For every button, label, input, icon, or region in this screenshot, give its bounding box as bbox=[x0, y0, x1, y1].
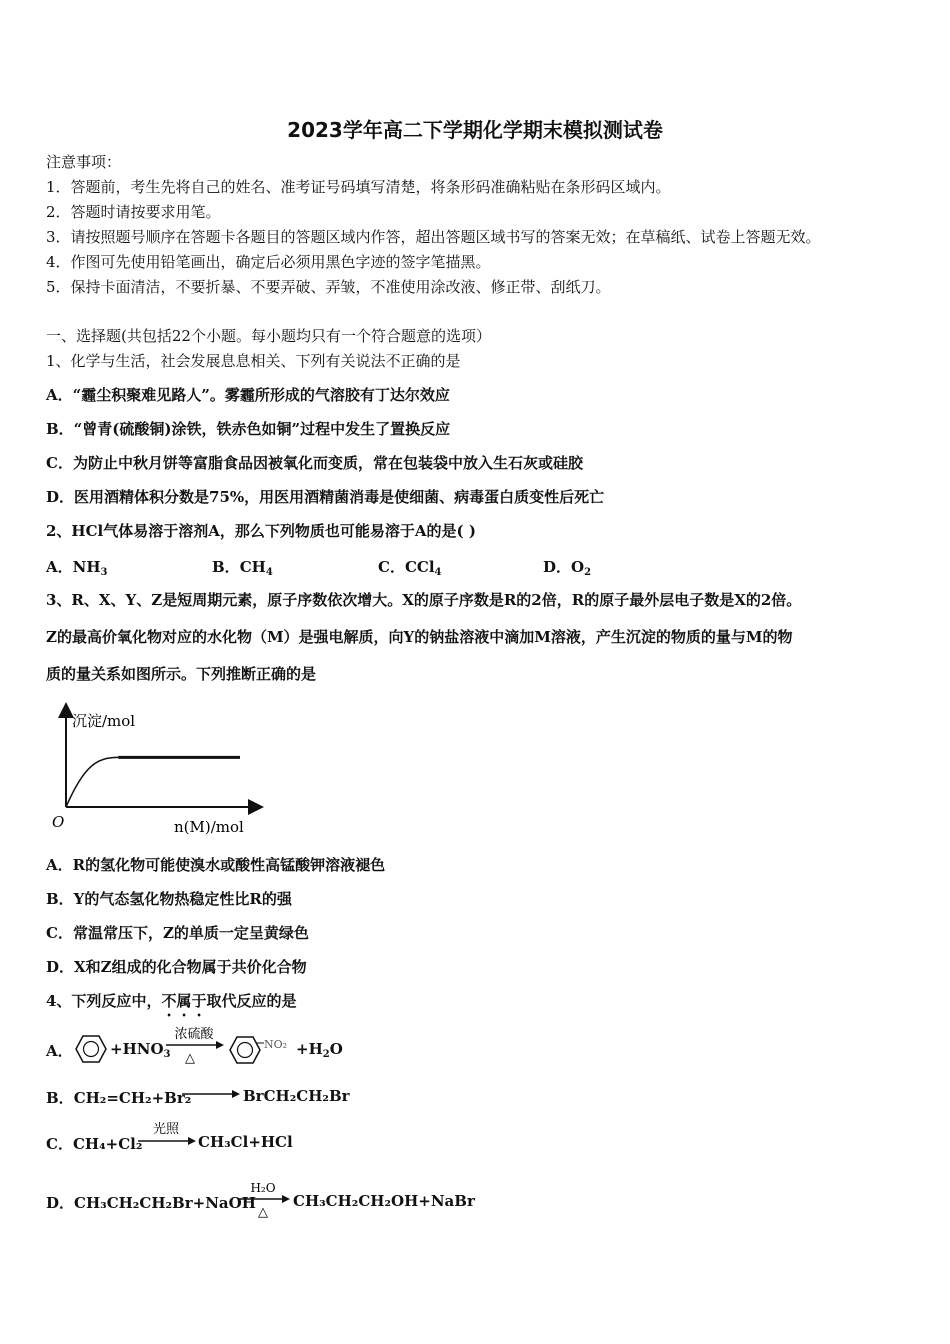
q3-chart-origin-label: O bbox=[52, 813, 65, 831]
q3-chart-y-label: 沉淀/mol bbox=[72, 712, 136, 730]
q2-option-b: B．$CH_4$ bbox=[212, 558, 273, 578]
q4-option-a-condition-bottom: △ bbox=[185, 1051, 195, 1066]
q4-option-c-product: CH₃Cl+HCl bbox=[198, 1133, 293, 1151]
q2-stem: 2、HCl气体易溶于溶剂A，那么下列物质也可能易溶于A的是( ) bbox=[46, 522, 476, 540]
q4-option-a-label: A． bbox=[46, 1042, 73, 1060]
notice-item-3: 3．请按照题号顺序在答题卡各题目的答题区域内作答，超出答题区域书写的答案无效；在草稿纸、试卷上答题无效。 bbox=[46, 228, 821, 246]
q3-chart bbox=[46, 700, 276, 844]
q2-option-a: A．$NH_3$ bbox=[46, 558, 108, 578]
q3-option-a: A．R的氢化物可能使溴水或酸性高锰酸钾溶液褪色 bbox=[46, 856, 386, 874]
q3-stem-line-2: Z的最高价氧化物对应的水化物（M）是强电解质，向Y的钠盐溶液中滴加M溶液，产生沉淀的物质的量与M的物 bbox=[46, 628, 793, 646]
q4-option-d-arrow bbox=[236, 1176, 292, 1226]
section-heading: 一、选择题(共包括22个小题。每小题均只有一个符合题意的选项） bbox=[46, 327, 491, 345]
q4-option-a-product-group: NO₂ bbox=[264, 1038, 288, 1051]
q4-option-a-arrow bbox=[164, 1022, 226, 1070]
q3-chart-svg bbox=[46, 700, 276, 840]
q4-option-b: B．CH₂=CH₂+Br₂ bbox=[46, 1089, 192, 1107]
q3-chart-curve-rising bbox=[66, 757, 118, 807]
q1-option-b: B．“曾青(硫酸铜)涂铁，铁赤色如铜”过程中发生了置换反应 bbox=[46, 420, 451, 438]
q4-option-d-condition-top: H₂O bbox=[250, 1181, 276, 1195]
q3-option-b: B．Y的气态氢化物热稳定性比R的强 bbox=[46, 890, 292, 908]
q1-stem: 1、化学与生活，社会发展息息相关、下列有关说法不正确的是 bbox=[46, 352, 461, 370]
q4-stem: 4、下列反应中，不属于取代反应的是 bbox=[46, 992, 297, 1010]
q3-option-c: C．常温常压下，Z的单质一定呈黄绿色 bbox=[46, 924, 309, 942]
q3-option-d: D．X和Z组成的化合物属于共价化合物 bbox=[46, 958, 307, 976]
q4-option-d: D．CH₃CH₂CH₂Br+NaOH bbox=[46, 1194, 256, 1212]
q3-chart-x-label: n(M)/mol bbox=[174, 818, 244, 836]
q4-option-b-arrow bbox=[180, 1086, 242, 1105]
q2-option-d: D．$O_2$ bbox=[543, 558, 592, 578]
notice-item-4: 4．作图可先使用铅笔画出，确定后必须用黑色字迹的签字笔描黑。 bbox=[46, 253, 491, 271]
q4-option-c-condition-top: 光照 bbox=[152, 1122, 180, 1137]
q4-option-c: C．CH₄+Cl₂ bbox=[46, 1135, 143, 1153]
q4-option-d-condition-bottom: △ bbox=[258, 1205, 268, 1220]
q3-stem-line-1: 3、R、X、Y、Z是短周期元素，原子序数依次增大。X的原子序数是R的2倍，R的原子最外层电子数是X的2倍。 bbox=[46, 591, 802, 609]
notice-item-1: 1．答题前，考生先将自己的姓名、准考证号码填写清楚，将条形码准确粘贴在条形码区域内。 bbox=[46, 178, 671, 196]
q4-stem-emphasis: 不属于 bbox=[161, 992, 207, 1010]
notice-heading: 注意事项： bbox=[46, 153, 122, 171]
page-title: 2023学年高二下学期化学期末模拟测试卷 bbox=[287, 118, 663, 142]
q4-option-a-tail: $+H_2O$ bbox=[296, 1040, 343, 1060]
q1-option-c: C．为防止中秋月饼等富脂食品因被氧化而变质，常在包装袋中放入生石灰或硅胶 bbox=[46, 454, 583, 472]
notice-item-5: 5．保持卡面清洁，不要折暴、不要弄破、弄皱，不准使用涂改液、修正带、刮纸刀。 bbox=[46, 278, 611, 296]
notice-item-2: 2．答题时请按要求用笔。 bbox=[46, 203, 221, 221]
q4-option-a-reagent: $+HNO_3$ bbox=[110, 1040, 171, 1060]
q2-option-c: C．CCl$_4$ bbox=[378, 558, 442, 578]
benzene-reactant-icon bbox=[74, 1034, 108, 1068]
nitrobenzene-product-icon bbox=[228, 1034, 298, 1070]
q1-option-a: A．“霾尘积聚难见路人”。雾霾所形成的气溶胶有丁达尔效应 bbox=[46, 386, 450, 404]
q4-option-d-product: CH₃CH₂CH₂OH+NaBr bbox=[293, 1192, 475, 1210]
q1-option-d: D．医用酒精体积分数是75%，用医用酒精菌消毒是使细菌、病毒蛋白质变性后死亡 bbox=[46, 488, 605, 506]
q4-option-b-product: BrCH₂CH₂Br bbox=[243, 1087, 350, 1105]
q3-stem-line-3: 质的量关系如图所示。下列推断正确的是 bbox=[46, 665, 317, 683]
q4-option-a-condition-top: 浓硫酸 bbox=[174, 1027, 214, 1042]
q4-option-c-arrow bbox=[136, 1118, 198, 1152]
